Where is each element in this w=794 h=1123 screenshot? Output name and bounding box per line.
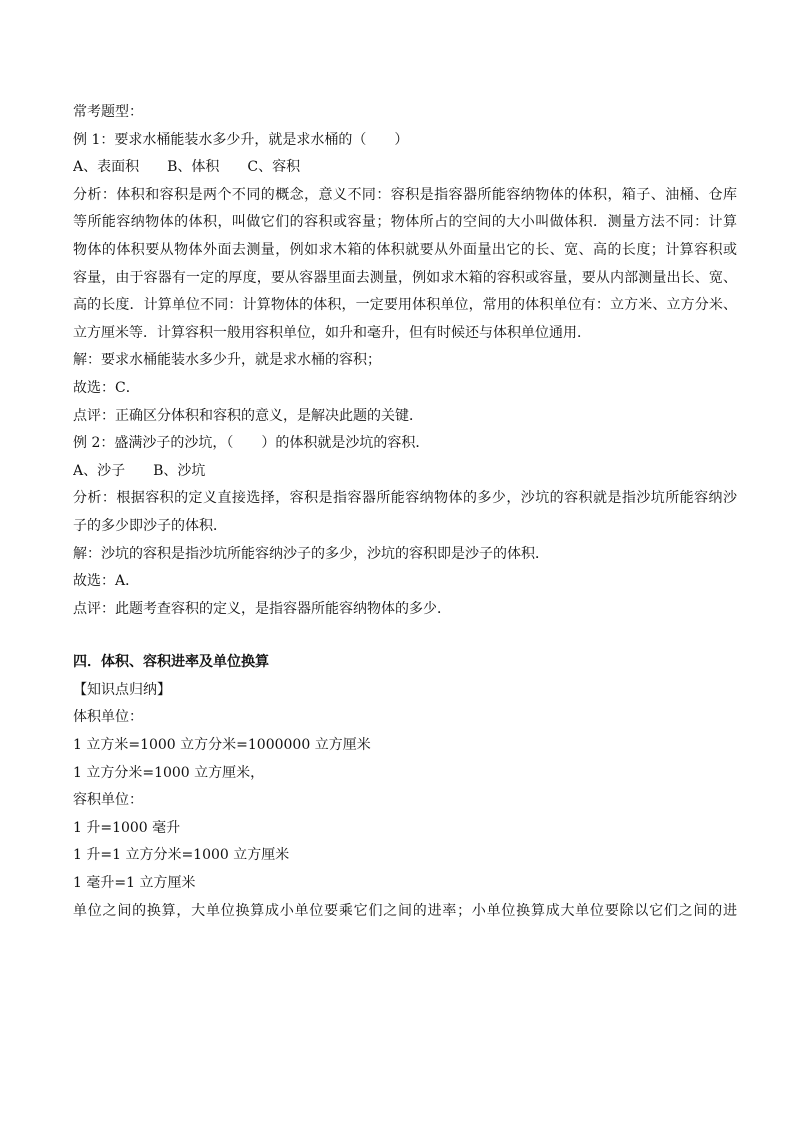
example-1-analysis-line-6: 立方厘米等．计算容积一般用容积单位，如升和毫升，但有时候还与体积单位通用． [73,324,591,341]
section-spacer [73,623,737,649]
example-2-comment: 点评：此题考查容积的定义，是指容器所能容纳物体的多少． [73,600,451,617]
example-2-solution: 解：沙坑的容积是指沙坑所能容纳沙子的多少，沙坑的容积即是沙子的体积． [73,545,549,562]
example-1-solution: 解：要求水桶能装水多少升，就是求水桶的容积； [73,352,381,369]
example-1-analysis-line-5: 高的长度．计算单位不同：计算物体的体积，一定要用体积单位，常用的体积单位有：立方米、立方分米、 [73,297,737,314]
volume-conversion-1: 1 立方米=1000 立方分米=1000000 立方厘米 [73,737,371,754]
example-2-question: 例 2：盛满沙子的沙坑，（ ）的体积就是沙坑的容积． [73,435,430,452]
document-body [73,99,737,925]
unit-conversion-rule: 单位之间的换算，大单位换算成小单位要乘它们之间的进率；小单位换算成大单位要除以它们之间的进 [73,902,737,919]
capacity-conversion-2: 1 升=1 立方分米=1000 立方厘米 [73,847,290,864]
section-label-common-questions: 常考题型： [73,104,143,120]
example-1-analysis-line-4: 容量，由于容器有一定的厚度，要从容器里面去测量，例如求木箱的容积或容量，要从内部测量出长、宽、 [73,269,737,286]
volume-conversion-2: 1 立方分米=1000 立方厘米， [73,764,265,781]
example-1-comment: 点评：正确区分体积和容积的意义，是解决此题的关键． [73,407,423,424]
example-1-analysis-line-2: 等所能容纳物体的体积，叫做它们的容积或容量；物体所占的空间的大小叫做体积．测量方法不同：计算 [73,214,737,231]
example-2-options: A、沙子 B、沙坑 [73,462,206,479]
example-1-question: 例 1：要求水桶能装水多少升，就是求水桶的（ ） [73,131,409,148]
capacity-conversion-3: 1 毫升=1 立方厘米 [73,875,196,892]
section-heading-4: 四．体积、容积进率及单位换算 [73,654,269,671]
example-2-analysis-line-1: 分析：根据容积的定义直接选择，容积是指容器所能容纳物体的多少，沙坑的容积就是指沙坑所能容纳沙 [73,490,737,507]
capacity-conversion-1: 1 升=1000 毫升 [73,819,181,836]
capacity-units-label: 容积单位： [73,792,143,809]
example-2-analysis-line-2: 子的多少即沙子的体积． [73,517,227,534]
example-1-answer: 故选：C． [73,379,140,396]
example-1-analysis-line-1: 分析：体积和容积是两个不同的概念，意义不同：容积是指容器所能容纳物体的体积，箱子、油桶、仓库 [73,186,737,203]
volume-units-label: 体积单位： [73,709,143,726]
example-1-analysis-line-3: 物体的体积要从物体外面去测量，例如求木箱的体积就要从外面量出它的长、宽、高的长度；计算容积或 [73,241,737,258]
knowledge-summary-label: 【知识点归纳】 [73,681,171,698]
example-1-options: A、表面积 B、体积 C、容积 [73,159,301,176]
example-2-answer: 故选：A． [73,573,140,590]
